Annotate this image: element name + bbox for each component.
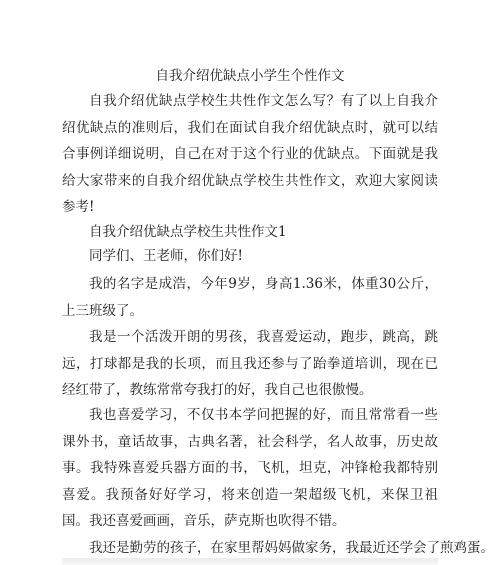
paragraph-study: 我也喜爱学习，不仅书本学问把握的好，而且常常看一些课外书，童话故事，古典名著，社会科学，名人故事，历史故事。我特殊喜爱兵器方面的书，飞机，坦克，冲锋枪我都特别喜爱。我预备好好学习，将来创造一架超级飞机，来保卫祖国。 xyxy=(62,407,438,529)
bleed-through-shadow xyxy=(62,558,438,565)
section-heading: 自我介绍优缺点学校生共性作文1 xyxy=(89,224,287,240)
paragraph-chores: 我还是勤劳的孩子，在家里帮妈妈做家务，我最近还学会了煎鸡蛋。 xyxy=(89,540,494,556)
greeting-paragraph: 同学们、王老师，你们好! xyxy=(89,248,243,264)
paragraph-hobbies: 我还喜爱画画，音乐，萨克斯也吹得不错。 xyxy=(89,513,346,529)
intro-paragraph: 自我介绍优缺点学校生共性作文怎么写？有了以上自我介绍优缺点的准则后，我们在面试自我介绍优缺点时，就可以结合事例详细说明，自己在对于这个行业的优缺点。下面就是我给大家带来的自我介绍优缺点学校生共性作文，欢迎大家阅读参考! xyxy=(62,93,438,215)
document-title: 自我介绍优缺点小学生个性作文 xyxy=(155,68,345,84)
paragraph-sports: 我是一个活泼开朗的男孩，我喜爱运动，跑步，跳高，跳远，打球都是我的长项，而且我还参与了跆拳道培训，现在已经红带了，教练常常夸我打的好，我自己也很傲慢。 xyxy=(62,329,438,398)
paragraph-intro-self: 我的名字是成浩，今年9岁，身高1.36米，体重30公斤，上三班级了。 xyxy=(62,276,438,319)
